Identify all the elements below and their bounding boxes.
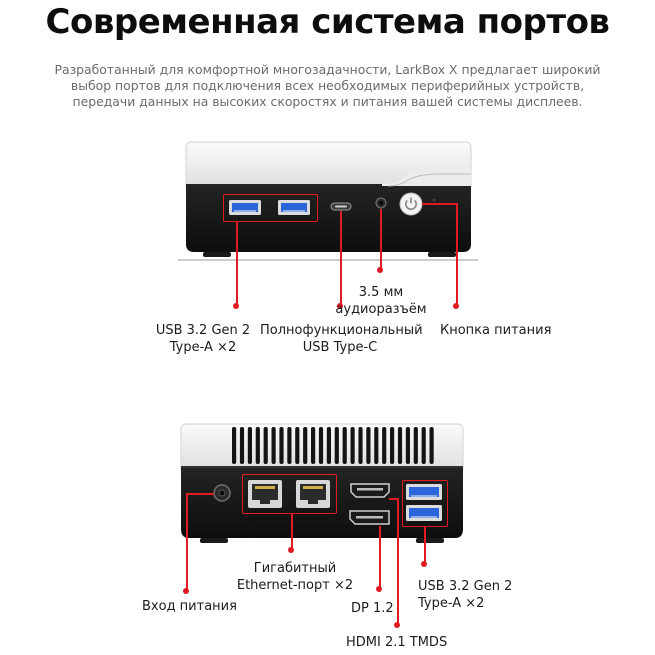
vent-slot [358,427,362,464]
front-audio-label: 3.5 мм аудиоразъём [335,285,427,317]
usb-a-leader [236,221,238,305]
usb-c-port-icon [331,203,351,210]
vent-slot [232,427,236,464]
audio-leader-dot [377,267,383,273]
vent-slot [240,427,244,464]
rear-power-in-label: Вход питания [142,599,237,614]
vent-slot [279,427,283,464]
power-icon[interactable] [400,193,422,215]
power-button-leader-dot [453,303,459,309]
page-subtitle: Разработанный для комфортной многозадачности, LarkBox X предлагает широкий выбор портов для подключения всех необходимых периферийных устройств, передачи данных на высоких скоростях и питания вашей системы дисплеев. [54,62,601,109]
hdmi-port-icon [351,484,389,497]
vent-slot [319,427,323,464]
ethernet-highlight [242,474,337,514]
rear-usb-a-label: USB 3.2 Gen 2 Type-A ×2 [418,579,513,611]
vent-slot [327,427,331,464]
vent-slot [374,427,378,464]
vent-slot [256,427,260,464]
power-button-leader-h [422,203,457,205]
power-in-leader-dot [183,588,189,594]
usb-a-highlight [223,194,318,222]
vent-slot [382,427,386,464]
vent-slot [272,427,276,464]
vent-slot [398,427,402,464]
led-indicator [433,199,436,202]
page-title: Современная система портов [45,2,610,42]
rear-usb-a-leader [424,526,426,563]
vent-slot [248,427,252,464]
hdmi-leader-dot [394,622,400,628]
vent-slot [422,427,426,464]
front-power-button-label: Кнопка питания [440,323,552,338]
rear-usb-a-leader-dot [421,561,427,567]
rear-usb-a-highlight [402,480,448,527]
rear-dp-label: DP 1.2 [351,601,394,616]
power-button-leader-v [456,203,458,305]
hdmi-leader-h [389,498,398,500]
power-in-leader-h [186,493,214,495]
vent-slot [311,427,315,464]
dc-power-jack-icon [214,485,230,501]
rear-hdmi-label: HDMI 2.1 TMDS [346,635,448,650]
vent-slot [335,427,339,464]
power-in-leader [186,493,188,590]
vent-slot [295,427,299,464]
audio-leader [380,209,382,269]
vent-slot [303,427,307,464]
vent-slot [264,427,268,464]
dp-leader-dot [376,586,382,592]
ethernet-leader-dot [288,547,294,553]
dp-leader [379,526,381,588]
vent-slot [366,427,370,464]
vent-slot [390,427,394,464]
audio-jack-icon [376,198,386,208]
vent-slot [351,427,355,464]
vent-slot [287,427,291,464]
displayport-icon [350,511,389,524]
hdmi-leader [397,498,399,624]
vent-slot [343,427,347,464]
vent-slot [406,427,410,464]
vent-slot [430,427,434,464]
ethernet-leader [291,513,293,549]
usb-a-leader-dot [233,303,239,309]
front-usb-c-label: Полнофункциональный USB Type-C [260,323,423,355]
rear-ethernet-label: Гигабитный Ethernet-порт ×2 [236,561,354,593]
front-usb-a-label: USB 3.2 Gen 2 Type-A ×2 [155,323,251,355]
vent-slot [414,427,418,464]
